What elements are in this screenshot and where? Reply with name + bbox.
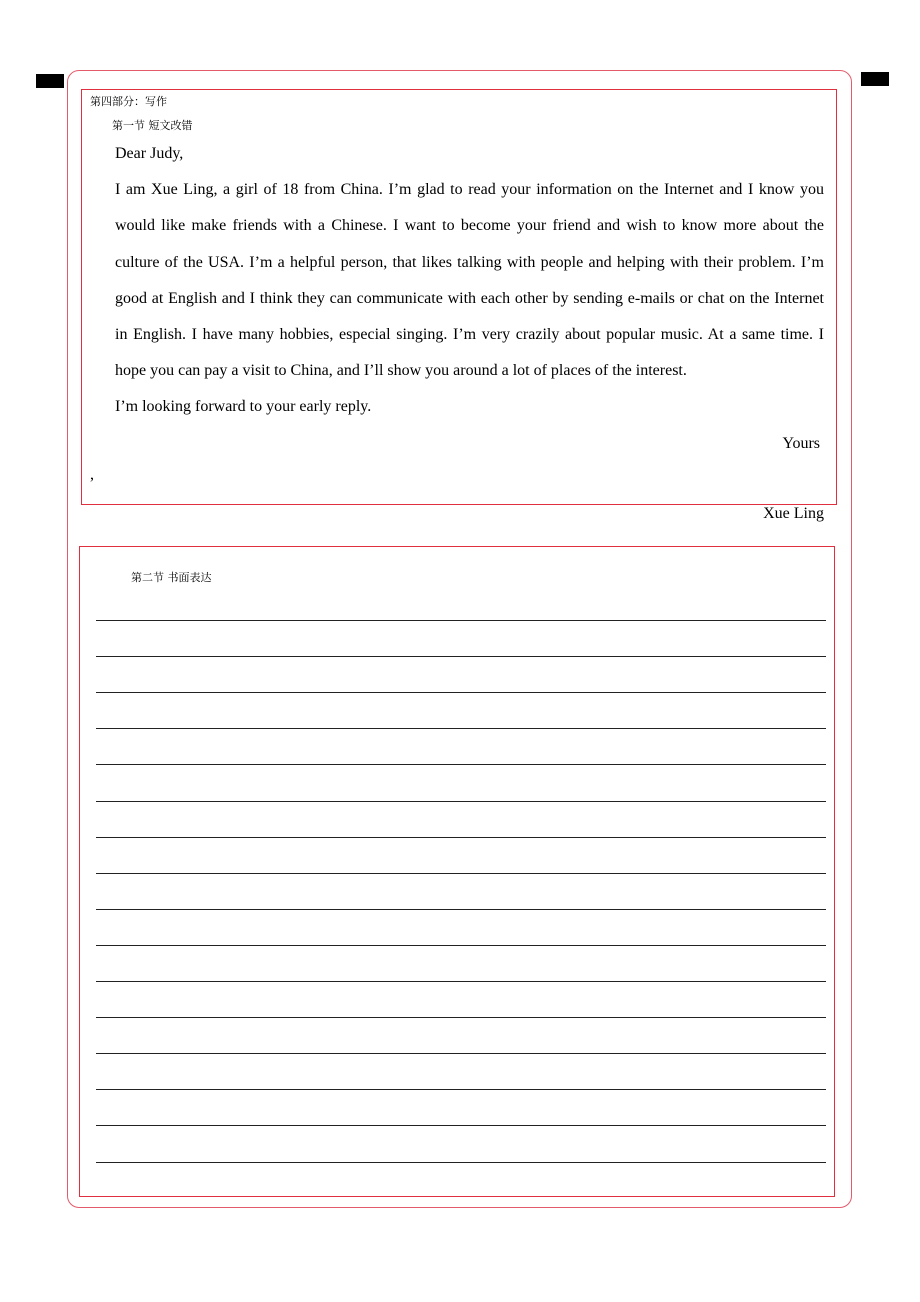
section2-title: 第二节 书面表达	[131, 571, 212, 584]
letter-comma: ,	[90, 466, 94, 483]
writing-line[interactable]	[96, 837, 826, 838]
writing-line[interactable]	[96, 1162, 826, 1163]
writing-line[interactable]	[96, 981, 826, 982]
registration-mark-left	[36, 74, 64, 88]
letter-greeting: Dear Judy,	[115, 145, 184, 162]
registration-mark-right	[861, 72, 889, 86]
section2-box	[79, 546, 835, 1197]
letter-closing-line: I’m looking forward to your early reply.	[115, 398, 372, 416]
writing-line[interactable]	[96, 945, 826, 946]
writing-line[interactable]	[96, 909, 826, 910]
writing-line[interactable]	[96, 1017, 826, 1018]
letter-sign-off: Yours	[782, 434, 820, 452]
writing-line[interactable]	[96, 1089, 826, 1090]
writing-line[interactable]	[96, 620, 826, 621]
section1-title: 第一节 短文改错	[112, 119, 193, 132]
part-title: 第四部分：写作	[90, 95, 167, 108]
letter-signature: Xue Ling	[763, 505, 824, 522]
writing-line[interactable]	[96, 801, 826, 802]
writing-line[interactable]	[96, 1125, 826, 1126]
writing-line[interactable]	[96, 1053, 826, 1054]
letter-body: I am Xue Ling, a girl of 18 from China. I’m glad to read your information on the Internet and I know you would like make friends with a Chinese. I want to become your friend and wish to know more about the culture of the USA. I’m a helpful person, that likes talking with people and helping with their problem. I’m good at English and I think they can communicate with each other by sending e-mails or chat on the Internet in English. I have many hobbies, especial singing. I’m very crazily about popular music. At a same time. I hope you can pay a visit to China, and I’ll show you around a lot of places of the interest.	[115, 181, 824, 380]
writing-line[interactable]	[96, 728, 826, 729]
letter-text	[90, 136, 824, 462]
writing-line[interactable]	[96, 692, 826, 693]
writing-line[interactable]	[96, 764, 826, 765]
writing-line[interactable]	[96, 873, 826, 874]
writing-line[interactable]	[96, 656, 826, 657]
